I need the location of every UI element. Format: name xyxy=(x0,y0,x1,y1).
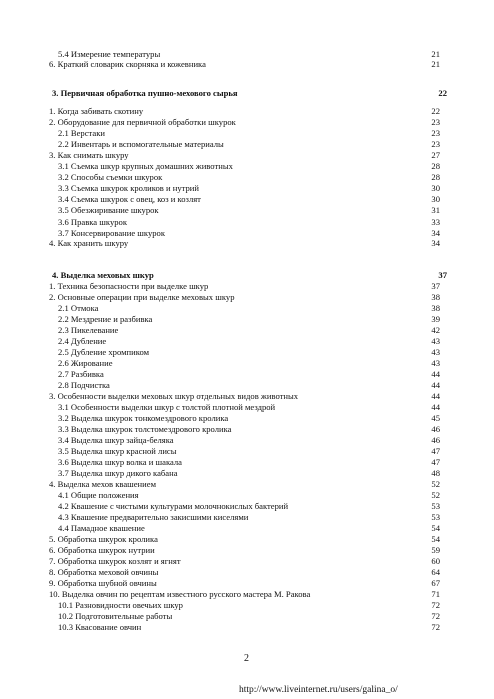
toc-entry xyxy=(58,369,494,380)
toc-entry xyxy=(58,217,494,228)
toc-entry xyxy=(58,457,494,468)
toc-entry xyxy=(49,545,494,556)
toc-entry-page: 72 xyxy=(431,600,440,610)
toc-entry-page: 71 xyxy=(431,589,440,599)
toc-entry-title: 4.3 Квашение предварительно закисшими киселями xyxy=(58,512,249,522)
toc-entry-page: 37 xyxy=(438,270,447,280)
toc-entry-title: 3.7 Выделка шкур дикого кабана xyxy=(58,468,178,478)
toc-entry xyxy=(58,314,494,325)
toc-entry xyxy=(58,161,494,172)
toc-entry-page: 34 xyxy=(431,228,440,238)
toc-entry-title: 3.7 Консервирование шкурок xyxy=(58,228,166,238)
toc-entry xyxy=(58,600,494,611)
toc-entry xyxy=(58,303,494,314)
toc-entry-page: 53 xyxy=(431,512,440,522)
toc-entry xyxy=(58,622,494,633)
toc-entry-title: 4. Как хранить шкуру xyxy=(49,238,129,248)
toc-entry-page: 48 xyxy=(431,468,440,478)
toc-entry-page: 44 xyxy=(431,380,440,390)
toc-entry-title: 2.2 Мездрение и разбивка xyxy=(58,314,153,324)
toc-entry-title: 3.2 Выделка шкурок тонкомездрового кролика xyxy=(58,413,229,423)
toc-entry-title: 3.5 Обезжиривание шкурок xyxy=(58,205,159,215)
toc-entry xyxy=(49,238,494,249)
toc-entry-page: 23 xyxy=(431,117,440,127)
toc-entry xyxy=(58,468,494,479)
toc-entry-page: 72 xyxy=(431,611,440,621)
toc-entry-page: 64 xyxy=(431,567,440,577)
toc-entry-title: 2.8 Подчистка xyxy=(58,380,110,390)
toc-entry xyxy=(58,139,494,150)
toc-entry-title: 2.1 Отмока xyxy=(58,303,99,313)
toc-entry xyxy=(58,501,494,512)
toc-entry-page: 52 xyxy=(431,479,440,489)
toc-entry-title: 4.1 Общие положения xyxy=(58,490,139,500)
toc-entry-title: 3.3 Съемка шкурок кроликов и нутрий xyxy=(58,183,199,193)
toc-entry-page: 47 xyxy=(431,446,440,456)
toc-entry xyxy=(49,281,494,292)
toc-entry xyxy=(49,578,494,589)
toc-entry-title: 4.2 Квашение с чистыми культурами молочнокислых бактерий xyxy=(58,501,289,511)
toc-entry-page: 38 xyxy=(431,292,440,302)
toc-entry-title: 2.5 Дубление хромпиком xyxy=(58,347,150,357)
toc-entry xyxy=(58,336,494,347)
toc-entry-title: 2.3 Пикелевание xyxy=(58,325,119,335)
toc-entry-page: 53 xyxy=(431,501,440,511)
toc-entry xyxy=(58,446,494,457)
toc-entry xyxy=(58,205,494,216)
toc-entry-page: 72 xyxy=(431,622,440,632)
toc-entry-title: 10.1 Разновидности овечьих шкур xyxy=(58,600,183,610)
toc-entry-title: 9. Обработка шубной овчины xyxy=(49,578,157,588)
toc-entry xyxy=(58,128,494,139)
toc-entry-page: 22 xyxy=(438,88,447,98)
toc-entry xyxy=(58,523,494,534)
toc-entry-page: 33 xyxy=(431,217,440,227)
toc-entry-title: 3.1 Съемка шкур крупных домашних животных xyxy=(58,161,233,171)
toc-entry-title: 3.4 Съемка шкурок с овец, коз и козлят xyxy=(58,194,201,204)
toc-entry xyxy=(49,117,494,128)
toc-entry xyxy=(58,490,494,501)
toc-entry xyxy=(58,358,494,369)
toc-entry-page: 43 xyxy=(431,336,440,346)
toc-entry xyxy=(58,611,494,622)
toc-entry-page: 28 xyxy=(431,161,440,171)
toc-entry xyxy=(58,347,494,358)
toc-entry-page: 30 xyxy=(431,194,440,204)
toc-entry-title: 6. Краткий словарик скорняка и кожевника xyxy=(49,59,206,69)
toc-entry-title: 3.2 Способы съемки шкурок xyxy=(58,172,163,182)
toc-entry-title: 3.1 Особенности выделки шкур с толстой плотной мездрой xyxy=(58,402,276,412)
toc-entry-title: 7. Обработка шкурок козлят и ягнят xyxy=(49,556,181,566)
page-number: 2 xyxy=(244,653,249,664)
toc-entry-title: 10.3 Квасование овчин xyxy=(58,622,142,632)
toc-entry-title: 3.4 Выделка шкур зайца-беляка xyxy=(58,435,174,445)
toc-entry-title: 3. Как снимать шкуру xyxy=(49,150,129,160)
toc-entry xyxy=(58,512,494,523)
toc-entry-page: 46 xyxy=(431,435,440,445)
toc-entry-title: 3.5 Выделка шкур красной лисы xyxy=(58,446,177,456)
toc-entry-page: 44 xyxy=(431,369,440,379)
toc-entry-page: 22 xyxy=(431,106,440,116)
toc-entry-title: 2.6 Жирование xyxy=(58,358,113,368)
toc-entry xyxy=(58,413,494,424)
toc-entry xyxy=(58,380,494,391)
toc-entry-title: 5. Обработка шкурок кролика xyxy=(49,534,158,544)
toc-entry-title: 4. Выделка мехов квашением xyxy=(49,479,157,489)
toc-entry xyxy=(49,391,494,402)
toc-entry xyxy=(49,150,494,161)
toc-entry-page: 34 xyxy=(431,238,440,248)
toc-entry-title: 10. Выделка овчин по рецептам известного русского мастера М. Ракова xyxy=(49,589,311,599)
toc-entry-page: 38 xyxy=(431,303,440,313)
toc-entry xyxy=(49,479,494,490)
toc-entry xyxy=(49,556,494,567)
toc-entry-page: 30 xyxy=(431,183,440,193)
toc-entry-page: 23 xyxy=(431,128,440,138)
toc-entry xyxy=(49,106,494,117)
toc-entry-page: 54 xyxy=(431,534,440,544)
toc-entry-title: 2.4 Дубление xyxy=(58,336,107,346)
toc-entry-page: 21 xyxy=(431,49,440,59)
toc-entry xyxy=(58,325,494,336)
toc-entry-title: 2. Оборудование для первичной обработки шкурок xyxy=(49,117,236,127)
toc-entry-page: 23 xyxy=(431,139,440,149)
toc-entry-title: 1. Техника безопасности при выделке шкур xyxy=(49,281,209,291)
toc-entry-title: 3.6 Правка шкурок xyxy=(58,217,128,227)
toc-entry-page: 43 xyxy=(431,358,440,368)
toc-entry xyxy=(49,589,494,600)
toc-entry-title: 2.1 Верстаки xyxy=(58,128,105,138)
toc-entry-title: 8. Обработка меховой овчины xyxy=(49,567,159,577)
toc-entry xyxy=(49,567,494,578)
toc-entry-title: 2. Основные операции при выделке меховых шкур xyxy=(49,292,235,302)
toc-entry-title: 3.6 Выделка шкур волка и шакала xyxy=(58,457,182,467)
toc-entry-title: 3.3 Выделка шкурок толстомездрового кролика xyxy=(58,424,232,434)
toc-entry-page: 54 xyxy=(431,523,440,533)
toc-entry-title: 4.4 Памадное квашение xyxy=(58,523,145,533)
toc-entry-page: 44 xyxy=(431,391,440,401)
toc-entry-page: 59 xyxy=(431,545,440,555)
toc-entry-title: 10.2 Подготовительные работы xyxy=(58,611,173,621)
toc-entry xyxy=(58,402,494,413)
toc-entry xyxy=(52,88,494,99)
toc-entry-page: 28 xyxy=(431,172,440,182)
toc-entry xyxy=(49,59,494,70)
toc-entry-page: 67 xyxy=(431,578,440,588)
toc-entry xyxy=(58,183,494,194)
toc-entry-page: 46 xyxy=(431,424,440,434)
toc-entry-page: 47 xyxy=(431,457,440,467)
toc-entry-page: 31 xyxy=(431,205,440,215)
toc-entry xyxy=(49,292,494,303)
toc-entry xyxy=(52,270,494,281)
toc-entry-page: 60 xyxy=(431,556,440,566)
toc-entry-title: 3. Первичная обработка пушно-мехового сырья xyxy=(52,88,238,98)
toc-entry-page: 45 xyxy=(431,413,440,423)
toc-entry xyxy=(58,435,494,446)
toc-entry-title: 2.2 Инвентарь и вспомогательные материалы xyxy=(58,139,224,149)
toc-entry-page: 39 xyxy=(431,314,440,324)
toc-entry-page: 43 xyxy=(431,347,440,357)
toc-entry-title: 6. Обработка шкурок нутрии xyxy=(49,545,155,555)
toc-entry-page: 42 xyxy=(431,325,440,335)
toc-entry-page: 21 xyxy=(431,59,440,69)
toc-entry-page: 44 xyxy=(431,402,440,412)
toc-entry-title: 1. Когда забивать скотину xyxy=(49,106,144,116)
toc-entry xyxy=(58,194,494,205)
toc-entry-title: 2.7 Разбивка xyxy=(58,369,104,379)
toc-entry xyxy=(58,172,494,183)
toc-entry-title: 4. Выделка меховых шкур xyxy=(52,270,154,280)
toc-entry-title: 3. Особенности выделки меховых шкур отдельных видов животных xyxy=(49,391,299,401)
toc-entry xyxy=(58,424,494,435)
toc-entry-page: 27 xyxy=(431,150,440,160)
toc-entry-title: 5.4 Измерение температуры xyxy=(58,49,161,59)
toc-entry-page: 37 xyxy=(431,281,440,291)
toc-entry xyxy=(49,534,494,545)
source-url[interactable]: http://www.liveinternet.ru/users/galina_o/ xyxy=(239,685,398,695)
toc-entry-page: 52 xyxy=(431,490,440,500)
